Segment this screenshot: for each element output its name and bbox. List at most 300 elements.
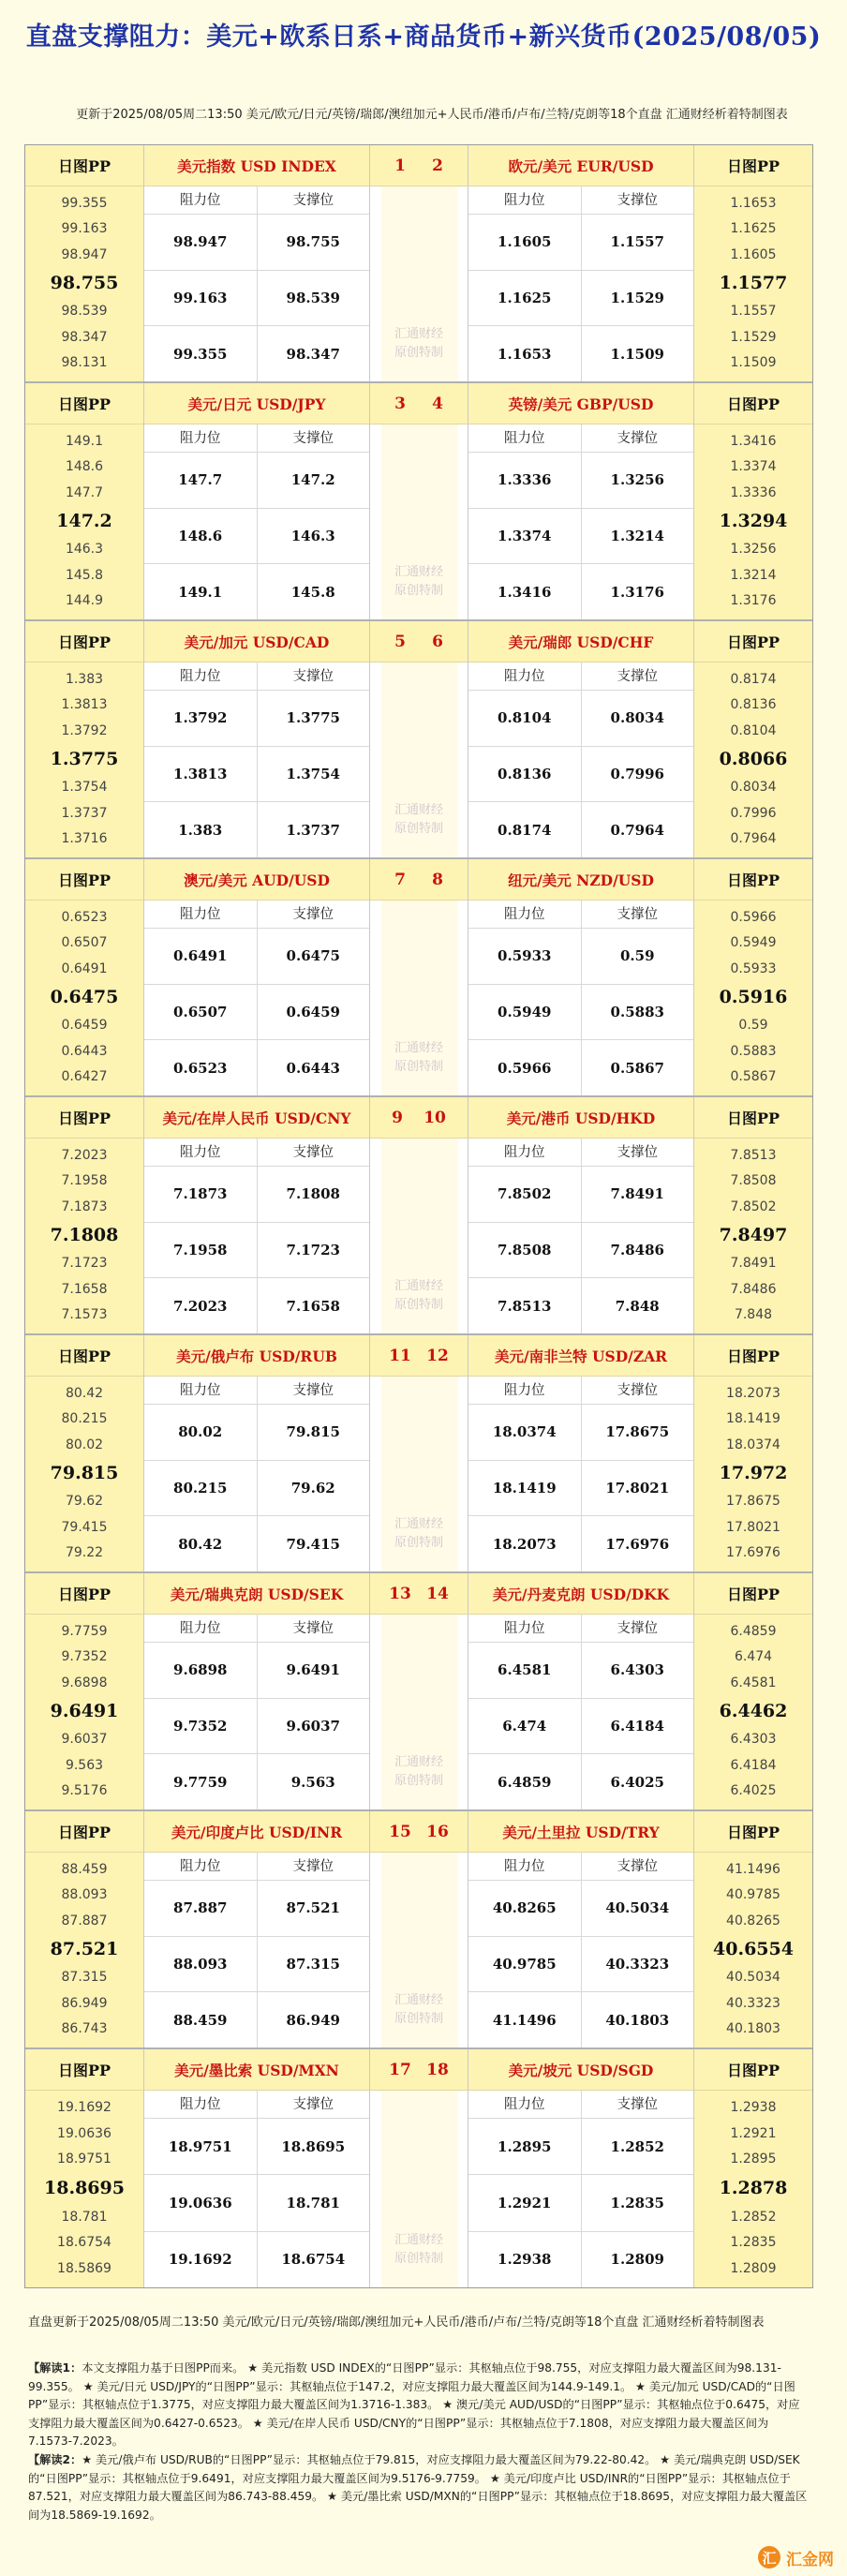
support-value: 1.3754 <box>286 766 340 782</box>
pp-level-value: 1.1653 <box>730 195 777 211</box>
pp-level-value: 1.3214 <box>730 567 777 583</box>
pp-header: 日图PP <box>694 2049 812 2091</box>
watermark <box>370 563 468 601</box>
watermark-line-2: 原创特制 <box>394 584 443 598</box>
pair-name: 美元/丹麦克朗 USD/DKK <box>468 1573 693 1615</box>
pairs-table <box>24 144 813 2288</box>
support-value: 40.5034 <box>605 1899 670 1917</box>
right-pair-block <box>468 1335 693 1571</box>
resistance-value: 41.1496 <box>468 1992 582 2047</box>
watermark <box>370 1515 468 1553</box>
pp-level-value: 40.9785 <box>726 1887 780 1903</box>
pp-level-value: 6.4184 <box>730 1757 777 1773</box>
pp-header: 日图PP <box>694 383 812 424</box>
pp-level-value: 7.2023 <box>61 1147 108 1163</box>
right-pp-column <box>693 145 812 381</box>
resistance-value: 0.5933 <box>468 929 582 984</box>
pair-name: 美元/土里拉 USD/TRY <box>468 1811 693 1853</box>
pp-level-value: 1.1557 <box>730 304 777 320</box>
pair-name: 美元/墨比索 USD/MXN <box>144 2049 369 2091</box>
section-number-right: 16 <box>426 1822 449 1841</box>
resistance-value: 80.42 <box>144 1516 258 1571</box>
resistance-value: 1.3813 <box>144 747 258 802</box>
support-header: 支撑位 <box>617 907 658 922</box>
pp-level-value: 1.3336 <box>730 484 777 500</box>
support-header: 支撑位 <box>292 431 334 446</box>
support-header: 支撑位 <box>292 1383 334 1398</box>
pp-pivot-value: 7.8497 <box>719 1224 788 1245</box>
pp-header: 日图PP <box>694 145 812 186</box>
resistance-value: 18.1419 <box>468 1461 582 1516</box>
support-header: 支撑位 <box>617 1621 658 1636</box>
pair-name: 美元/印度卢比 USD/INR <box>144 1811 369 1853</box>
pp-header: 日图PP <box>694 1811 812 1853</box>
pp-level-value: 1.3176 <box>730 593 777 609</box>
watermark-line-2: 原创特制 <box>394 1060 443 1074</box>
level-row <box>468 326 693 381</box>
pp-level-value: 0.59 <box>738 1018 768 1034</box>
level-row <box>468 1278 693 1333</box>
support-value: 6.4303 <box>610 1661 664 1679</box>
pp-level-value: 19.0636 <box>57 2125 111 2141</box>
pp-level-value: 80.215 <box>61 1411 108 1427</box>
resistance-value: 0.8174 <box>468 802 582 857</box>
support-value: 147.2 <box>290 471 335 489</box>
column-header-row <box>468 2091 693 2119</box>
level-row <box>468 271 693 327</box>
pair-name: 美元/加元 USD/CAD <box>144 621 369 663</box>
left-pair-block <box>144 2049 369 2287</box>
resistance-value: 1.3792 <box>144 691 258 746</box>
pp-level-value: 1.1509 <box>730 355 777 371</box>
resistance-value: 18.9751 <box>144 2119 258 2174</box>
support-value: 17.8675 <box>605 1423 670 1441</box>
resistance-value: 0.6491 <box>144 929 258 984</box>
support-value: 0.8034 <box>610 709 664 727</box>
left-pp-column <box>25 383 144 619</box>
pp-level-value: 1.1605 <box>730 246 777 262</box>
level-row <box>468 1881 693 1937</box>
pp-pivot-value: 0.6475 <box>50 986 119 1007</box>
pp-header: 日图PP <box>25 621 143 663</box>
support-value: 1.3737 <box>286 821 340 839</box>
resistance-header: 阻力位 <box>468 901 582 928</box>
support-value: 145.8 <box>290 583 335 601</box>
pp-header: 日图PP <box>25 1097 143 1139</box>
pp-level-value: 0.6491 <box>61 960 108 976</box>
level-row <box>468 1167 693 1223</box>
section-number-column <box>369 859 468 1095</box>
level-row <box>144 985 369 1041</box>
support-value: 9.563 <box>290 1773 335 1791</box>
support-value: 0.6475 <box>286 947 340 965</box>
footer-update-text: 直盘更新于2025/08/05周二13:50 美元/欧元/日元/英镑/瑞郎/澳纽加元+人民币/港币/卢布/兰特/克朗等18个直盘 汇通财经析着特制图表 <box>28 2315 765 2330</box>
note1-text: 本文支撑阻力基于日图PP而来。 ★ 美元指数 USD INDEX的“日图PP”显示：其枢轴点位于98.755，对应支撑阻力最大覆盖区间为98.131-99.355。 ★ 美元/日元 USD/JPY的“日图PP”显示：其枢轴点位于147.2，对应支撑阻力最大覆盖区间为144.9-149.1。 ★ 美元/加元 USD/CAD的“日图PP”显示：其枢轴点位于1.3775，对应支撑阻力最大覆盖区间为1.3716-1.383。 ★ 澳元/美元 AUD/USD的“日图PP”显示：其枢轴点位于0.6475，对应支撑阻力最大覆盖区间为0.6427-0.6523。 ★ 美元/在岸人民币 USD/CNY的“日图PP”显示：其枢轴点位于7.1808，对应支撑阻力最大覆盖区间为7.1573-7.2023。 <box>28 2361 800 2448</box>
level-row <box>468 1223 693 1279</box>
pp-level-value: 98.131 <box>61 355 108 371</box>
resistance-value: 7.8513 <box>468 1278 582 1333</box>
level-row <box>468 2119 693 2175</box>
watermark-line-2: 原创特制 <box>394 2252 443 2266</box>
support-value: 1.3176 <box>610 583 664 601</box>
level-row <box>468 1699 693 1755</box>
watermark <box>370 801 468 839</box>
support-value: 1.1529 <box>610 290 664 306</box>
support-value: 7.848 <box>615 1297 660 1315</box>
resistance-value: 40.9785 <box>468 1937 582 1992</box>
resistance-value: 1.3416 <box>468 564 582 619</box>
support-value: 0.6459 <box>286 1004 340 1020</box>
support-value: 1.2809 <box>610 2251 664 2269</box>
pp-level-value: 0.7964 <box>730 831 777 847</box>
pp-level-value: 6.4025 <box>730 1783 777 1799</box>
resistance-value: 0.6523 <box>144 1040 258 1095</box>
pp-level-value: 0.6443 <box>61 1043 108 1059</box>
level-row <box>144 1881 369 1937</box>
support-value: 1.2852 <box>610 2137 664 2155</box>
resistance-header: 阻力位 <box>468 1139 582 1166</box>
watermark-line-1: 汇通财经 <box>394 1279 443 1293</box>
right-pair-block <box>468 1097 693 1333</box>
level-row <box>468 691 693 747</box>
support-value: 1.3256 <box>610 471 664 489</box>
level-row <box>468 1937 693 1993</box>
support-header: 支撑位 <box>292 1621 334 1636</box>
resistance-value: 7.1958 <box>144 1223 258 1278</box>
left-pp-column <box>25 1573 144 1809</box>
pp-level-value: 87.315 <box>61 1970 108 1986</box>
pair-name: 欧元/美元 EUR/USD <box>468 145 693 186</box>
support-value: 1.1509 <box>610 345 664 363</box>
watermark-line-2: 原创特制 <box>394 1298 443 1312</box>
resistance-value: 0.5966 <box>468 1040 582 1095</box>
pp-level-value: 98.539 <box>61 304 108 320</box>
pair-name: 英镑/美元 GBP/USD <box>468 383 693 424</box>
left-pair-block <box>144 1811 369 2047</box>
support-value: 40.3323 <box>605 1956 670 1973</box>
support-value: 1.3214 <box>610 528 664 544</box>
level-row <box>144 929 369 985</box>
resistance-value: 19.0636 <box>144 2175 258 2230</box>
section-number-left: 9 <box>392 1108 403 1127</box>
level-row <box>144 564 369 619</box>
pp-pivot-value: 147.2 <box>56 510 112 531</box>
pp-level-value: 1.3813 <box>61 697 108 713</box>
section-number-column <box>369 2049 468 2287</box>
resistance-value: 148.6 <box>144 509 258 564</box>
resistance-value: 6.4581 <box>468 1643 582 1698</box>
watermark-line-1: 汇通财经 <box>394 803 443 817</box>
watermark <box>370 2231 468 2269</box>
column-header-row <box>144 1139 369 1167</box>
pair-name: 美元/瑞典克朗 USD/SEK <box>144 1573 369 1615</box>
support-value: 0.5867 <box>610 1059 664 1077</box>
section-number-left: 11 <box>389 1346 411 1365</box>
section-number-column <box>369 1811 468 2047</box>
pp-pivot-value: 6.4462 <box>719 1700 788 1721</box>
note-interpretation-2 <box>24 2446 813 2535</box>
pair-section <box>25 145 812 383</box>
level-row <box>144 271 369 327</box>
level-row <box>468 1405 693 1461</box>
pair-section <box>25 383 812 621</box>
pp-header: 日图PP <box>25 2049 143 2091</box>
pp-level-value: 7.8486 <box>730 1281 777 1297</box>
column-header-row <box>144 1615 369 1643</box>
pair-name: 美元/俄卢布 USD/RUB <box>144 1335 369 1377</box>
watermark <box>370 1039 468 1077</box>
support-value: 79.415 <box>286 1535 340 1553</box>
support-header: 支撑位 <box>292 2097 334 2112</box>
resistance-value: 1.383 <box>144 802 258 857</box>
section-number-right: 18 <box>426 2060 449 2079</box>
left-pair-block <box>144 1335 369 1571</box>
logo-mark-icon: 汇 <box>758 2546 780 2569</box>
level-row <box>468 985 693 1041</box>
left-pp-column <box>25 2049 144 2287</box>
pp-pivot-value: 1.3294 <box>719 510 788 531</box>
level-row <box>144 215 369 271</box>
pp-level-value: 147.7 <box>65 484 104 500</box>
watermark-line-1: 汇通财经 <box>394 1041 443 1055</box>
resistance-value: 9.7352 <box>144 1699 258 1754</box>
pp-level-value: 40.8265 <box>726 1913 780 1928</box>
left-pp-column <box>25 1335 144 1571</box>
pp-pivot-value: 18.8695 <box>44 2177 125 2198</box>
column-header-row <box>144 186 369 215</box>
pp-level-value: 1.2835 <box>730 2235 777 2251</box>
support-value: 0.7964 <box>610 821 664 839</box>
pp-header: 日图PP <box>25 1335 143 1377</box>
pp-level-value: 17.6976 <box>726 1545 780 1561</box>
pair-name: 美元/南非兰特 USD/ZAR <box>468 1335 693 1377</box>
pair-section <box>25 1097 812 1335</box>
section-number-right: 10 <box>424 1108 446 1127</box>
pp-level-value: 9.6898 <box>61 1675 108 1690</box>
pair-name: 美元/港币 USD/HKD <box>468 1097 693 1139</box>
pp-level-value: 98.947 <box>61 246 108 262</box>
pp-level-value: 7.1723 <box>61 1256 108 1272</box>
watermark-line-1: 汇通财经 <box>394 1755 443 1769</box>
support-value: 18.8695 <box>281 2137 346 2155</box>
support-header: 支撑位 <box>617 669 658 684</box>
pair-name: 美元/在岸人民币 USD/CNY <box>144 1097 369 1139</box>
pp-level-value: 148.6 <box>65 459 104 475</box>
resistance-value: 88.093 <box>144 1937 258 1992</box>
resistance-value: 99.355 <box>144 326 258 381</box>
pp-level-value: 7.1658 <box>61 1281 108 1297</box>
left-pair-block <box>144 621 369 857</box>
level-row <box>468 1754 693 1809</box>
column-header-row <box>144 1377 369 1405</box>
pair-section <box>25 859 812 1097</box>
resistance-value: 87.887 <box>144 1881 258 1936</box>
level-row <box>144 326 369 381</box>
right-pair-block <box>468 1811 693 2047</box>
support-value: 98.347 <box>286 345 340 363</box>
level-row <box>144 1992 369 2047</box>
pp-level-value: 144.9 <box>65 593 104 609</box>
pp-level-value: 7.8491 <box>730 1256 777 1272</box>
section-number-column <box>369 145 468 381</box>
resistance-value: 98.947 <box>144 215 258 270</box>
pp-level-value: 98.347 <box>61 329 108 345</box>
column-header-row <box>468 901 693 929</box>
resistance-value: 88.459 <box>144 1992 258 2047</box>
support-value: 98.539 <box>286 290 340 306</box>
resistance-header: 阻力位 <box>144 186 258 214</box>
resistance-value: 7.1873 <box>144 1167 258 1222</box>
column-header-row <box>468 663 693 691</box>
pp-pivot-value: 40.6554 <box>713 1938 794 1959</box>
resistance-header: 阻力位 <box>144 1377 258 1404</box>
level-row <box>144 1643 369 1699</box>
column-header-row <box>144 901 369 929</box>
pp-level-value: 0.6459 <box>61 1018 108 1034</box>
pp-level-value: 18.0374 <box>726 1437 780 1452</box>
pp-level-value: 0.6523 <box>61 909 108 925</box>
resistance-value: 80.215 <box>144 1461 258 1516</box>
resistance-value: 1.2921 <box>468 2175 582 2230</box>
level-row <box>144 1937 369 1993</box>
pp-level-value: 1.3737 <box>61 805 108 821</box>
pp-level-value: 19.1692 <box>57 2099 111 2115</box>
pp-level-value: 79.415 <box>61 1519 108 1535</box>
resistance-header: 阻力位 <box>468 1615 582 1642</box>
pp-level-value: 6.4859 <box>730 1623 777 1639</box>
pp-level-value: 1.2809 <box>730 2261 777 2277</box>
support-value: 6.4184 <box>610 1718 664 1735</box>
support-value: 1.2835 <box>610 2194 664 2211</box>
support-header: 支撑位 <box>292 193 334 208</box>
section-number-column <box>369 621 468 857</box>
left-pp-column <box>25 859 144 1095</box>
support-header: 支撑位 <box>292 1859 334 1874</box>
resistance-value: 0.8104 <box>468 691 582 746</box>
pp-header: 日图PP <box>694 621 812 663</box>
note1-label: 【解读1： <box>28 2361 82 2375</box>
level-row <box>468 1040 693 1095</box>
logo-text: 汇金网 <box>786 2550 834 2569</box>
level-row <box>144 2119 369 2175</box>
watermark-line-1: 汇通财经 <box>394 565 443 579</box>
pp-header: 日图PP <box>25 859 143 901</box>
column-header-row <box>144 1853 369 1881</box>
pp-level-value: 7.1958 <box>61 1173 108 1189</box>
section-number-right: 2 <box>432 156 443 175</box>
pp-header: 日图PP <box>25 1573 143 1615</box>
pp-level-value: 9.7352 <box>61 1649 108 1665</box>
pp-level-value: 17.8021 <box>726 1519 780 1535</box>
resistance-value: 147.7 <box>144 453 258 508</box>
resistance-header: 阻力位 <box>144 2091 258 2118</box>
pp-level-value: 79.22 <box>65 1545 104 1561</box>
left-pp-column <box>25 621 144 857</box>
support-value: 79.62 <box>290 1480 335 1496</box>
level-row <box>144 2175 369 2231</box>
pp-pivot-value: 17.972 <box>719 1462 788 1483</box>
resistance-header: 阻力位 <box>144 1139 258 1166</box>
right-pair-block <box>468 621 693 857</box>
column-header-row <box>468 1139 693 1167</box>
pp-level-value: 6.4303 <box>730 1732 777 1748</box>
column-header-row <box>468 1615 693 1643</box>
pp-level-value: 80.42 <box>65 1385 104 1401</box>
column-header-row <box>468 186 693 215</box>
watermark-line-2: 原创特制 <box>394 1536 443 1550</box>
pp-level-value: 18.5869 <box>57 2261 111 2277</box>
resistance-header: 阻力位 <box>468 2091 582 2118</box>
watermark <box>370 1277 468 1315</box>
pp-level-value: 1.1625 <box>730 221 777 237</box>
pp-level-value: 40.1803 <box>726 2021 780 2037</box>
resistance-header: 阻力位 <box>468 663 582 690</box>
support-value: 7.1808 <box>286 1185 340 1203</box>
right-pair-block <box>468 859 693 1095</box>
pair-name: 美元/坡元 USD/SGD <box>468 2049 693 2091</box>
resistance-value: 80.02 <box>144 1405 258 1460</box>
pair-section <box>25 2049 812 2287</box>
support-value: 7.8491 <box>610 1185 664 1203</box>
level-row <box>144 691 369 747</box>
pair-section <box>25 1811 812 2049</box>
support-value: 17.8021 <box>605 1480 670 1496</box>
resistance-header: 阻力位 <box>144 1615 258 1642</box>
pp-level-value: 1.383 <box>65 671 104 687</box>
resistance-value: 1.2895 <box>468 2119 582 2174</box>
pp-level-value: 99.163 <box>61 221 108 237</box>
support-value: 86.949 <box>286 2011 340 2029</box>
level-row <box>144 1699 369 1755</box>
level-row <box>468 747 693 803</box>
column-header-row <box>144 424 369 453</box>
pp-level-value: 79.62 <box>65 1494 104 1510</box>
site-logo[interactable] <box>758 2543 834 2571</box>
watermark-line-1: 汇通财经 <box>394 1517 443 1531</box>
level-row <box>144 1223 369 1279</box>
pp-level-value: 1.2938 <box>730 2099 777 2115</box>
pp-level-value: 1.3716 <box>61 831 108 847</box>
pp-level-value: 0.8136 <box>730 697 777 713</box>
support-value: 0.6443 <box>286 1059 340 1077</box>
column-header-row <box>468 424 693 453</box>
level-row <box>144 802 369 857</box>
pp-level-value: 7.1573 <box>61 1307 108 1323</box>
pp-level-value: 88.093 <box>61 1887 108 1903</box>
pp-level-value: 1.3256 <box>730 542 777 558</box>
pair-section <box>25 621 812 859</box>
pp-level-value: 0.5933 <box>730 960 777 976</box>
pp-header: 日图PP <box>694 859 812 901</box>
support-value: 7.1658 <box>286 1297 340 1315</box>
watermark <box>370 325 468 363</box>
watermark-line-2: 原创特制 <box>394 346 443 360</box>
pp-level-value: 86.949 <box>61 1995 108 2011</box>
resistance-header: 阻力位 <box>144 1853 258 1880</box>
pp-level-value: 99.355 <box>61 195 108 211</box>
left-pp-column <box>25 145 144 381</box>
section-number-right: 6 <box>432 632 443 651</box>
right-pp-column <box>693 1335 812 1571</box>
column-header-row <box>468 1377 693 1405</box>
left-pair-block <box>144 1097 369 1333</box>
pp-level-value: 7.8513 <box>730 1147 777 1163</box>
support-header: 支撑位 <box>617 1859 658 1874</box>
left-pp-column <box>25 1811 144 2047</box>
pair-name: 美元/瑞郎 USD/CHF <box>468 621 693 663</box>
support-header: 支撑位 <box>292 1145 334 1160</box>
pp-level-value: 18.1419 <box>726 1411 780 1427</box>
